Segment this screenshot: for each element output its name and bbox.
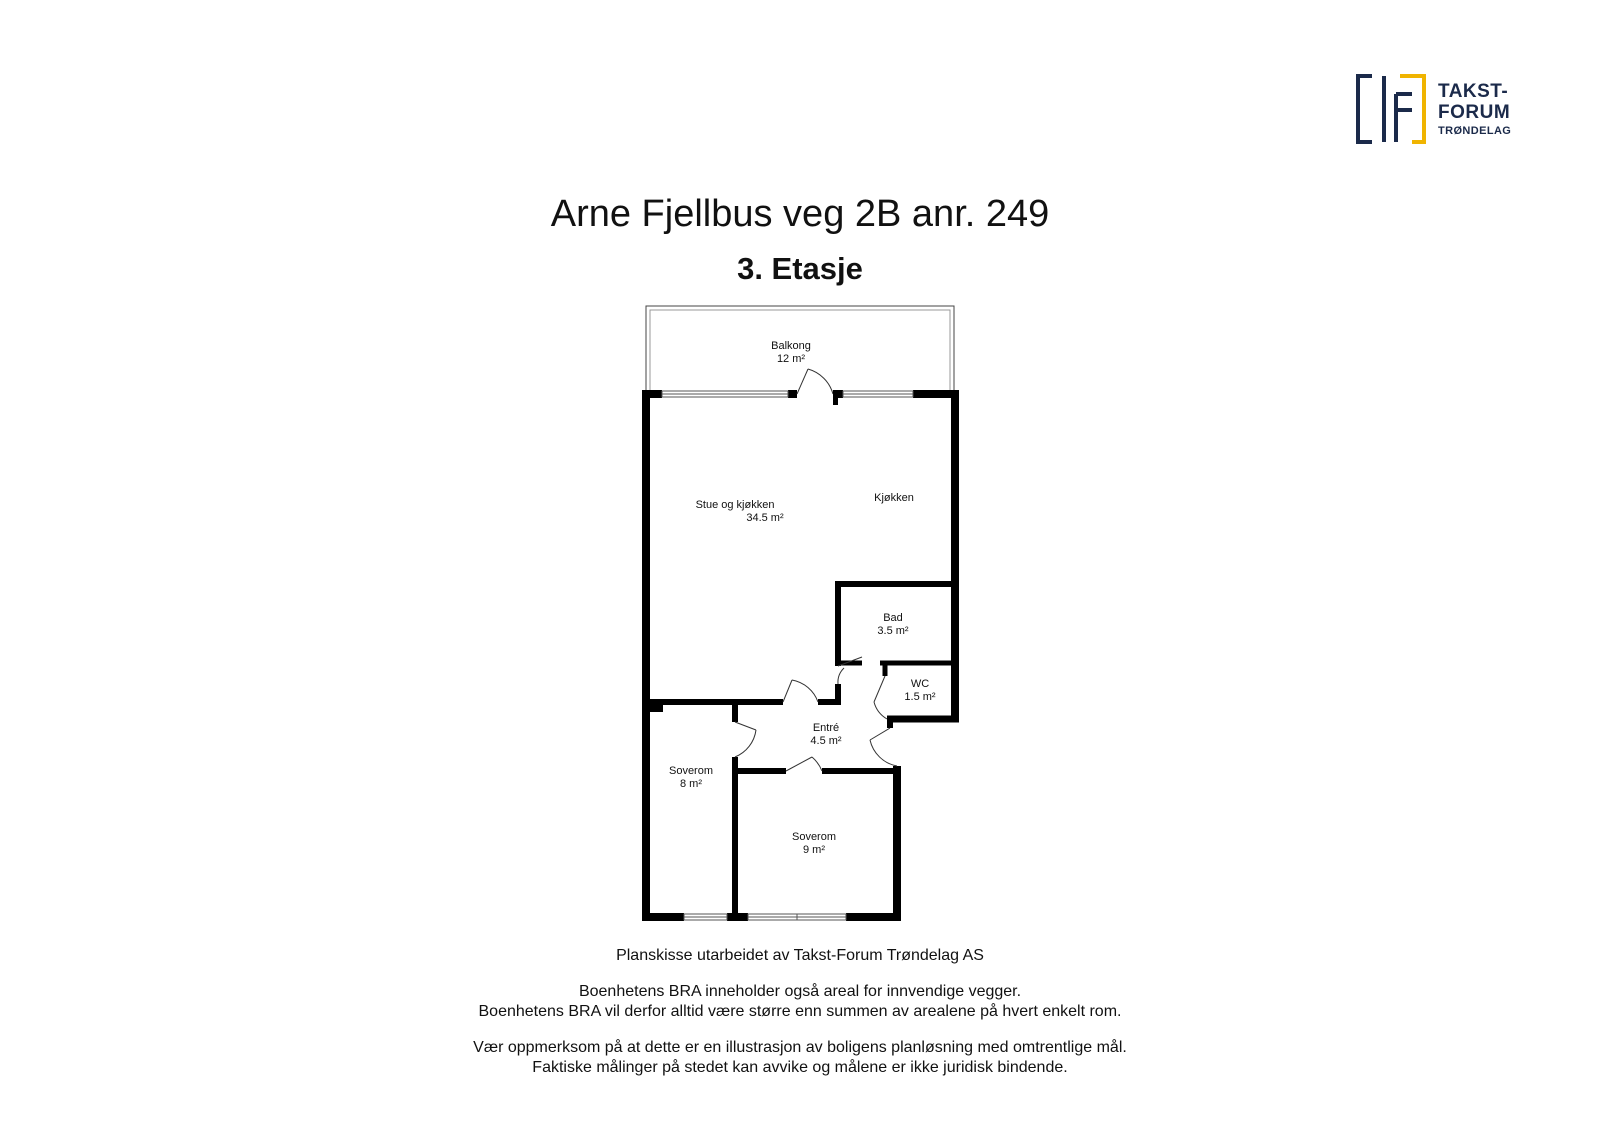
- room-soverom2-area: 9 m²: [803, 844, 825, 856]
- wall-corner-block: [649, 700, 663, 712]
- room-kjokken-name: Kjøkken: [874, 492, 914, 504]
- room-balkong-name: Balkong: [771, 340, 811, 352]
- room-soverom2-name: Soverom: [791, 831, 837, 843]
- room-bad-name: Bad: [883, 612, 903, 624]
- note-disclaimer-1: Vær oppmerksom på at dette er en illustrasjon av boligens planløsning med omtrentlige mål.: [473, 1039, 1127, 1056]
- note-bra-2: Boenhetens BRA vil derfor alltid være større enn summen av arealene på hvert enkelt rom.: [478, 1003, 1122, 1020]
- room-soverom1-area: 8 m²: [680, 778, 702, 790]
- doors: [735, 369, 897, 771]
- note-credit: Planskisse utarbeidet av Takst-Forum Trøndelag AS: [616, 947, 984, 964]
- door-soverom2: [786, 757, 822, 771]
- room-entre-area: 4.5 m²: [810, 735, 842, 747]
- logo-line-3: TRØNDELAG: [1438, 125, 1512, 137]
- door-balcony: [797, 369, 838, 405]
- room-stue-area: 34.5 m²: [746, 512, 784, 524]
- logo-line-1: TAKST-: [1438, 81, 1509, 102]
- room-wc-name: WC: [910, 678, 930, 690]
- door-wc: [874, 676, 887, 719]
- note-disclaimer-2: Faktiske målinger på stedet kan avvike og målene er ikke juridisk bindende.: [532, 1059, 1068, 1076]
- room-stue-name: Stue og kjøkken: [695, 499, 775, 511]
- logo-line-2: FORUM: [1438, 102, 1511, 123]
- door-entrance: [870, 728, 897, 766]
- door-living-entre: [783, 680, 818, 702]
- windows: [662, 391, 913, 920]
- room-bad-area: 3.5 m²: [877, 625, 909, 637]
- plan-notes: [0, 946, 1600, 1078]
- door-soverom1: [735, 722, 756, 757]
- page-title: Arne Fjellbus veg 2B anr. 249: [550, 193, 1050, 235]
- room-balkong-area: 12 m²: [776, 353, 806, 365]
- room-entre-name: Entré: [812, 722, 840, 734]
- room-wc-area: 1.5 m²: [904, 691, 936, 703]
- room-soverom1-name: Soverom: [668, 765, 714, 777]
- note-bra-1: Boenhetens BRA inneholder også areal for innvendige vegger.: [578, 983, 1022, 1000]
- floor-subtitle: 3. Etasje: [737, 251, 863, 286]
